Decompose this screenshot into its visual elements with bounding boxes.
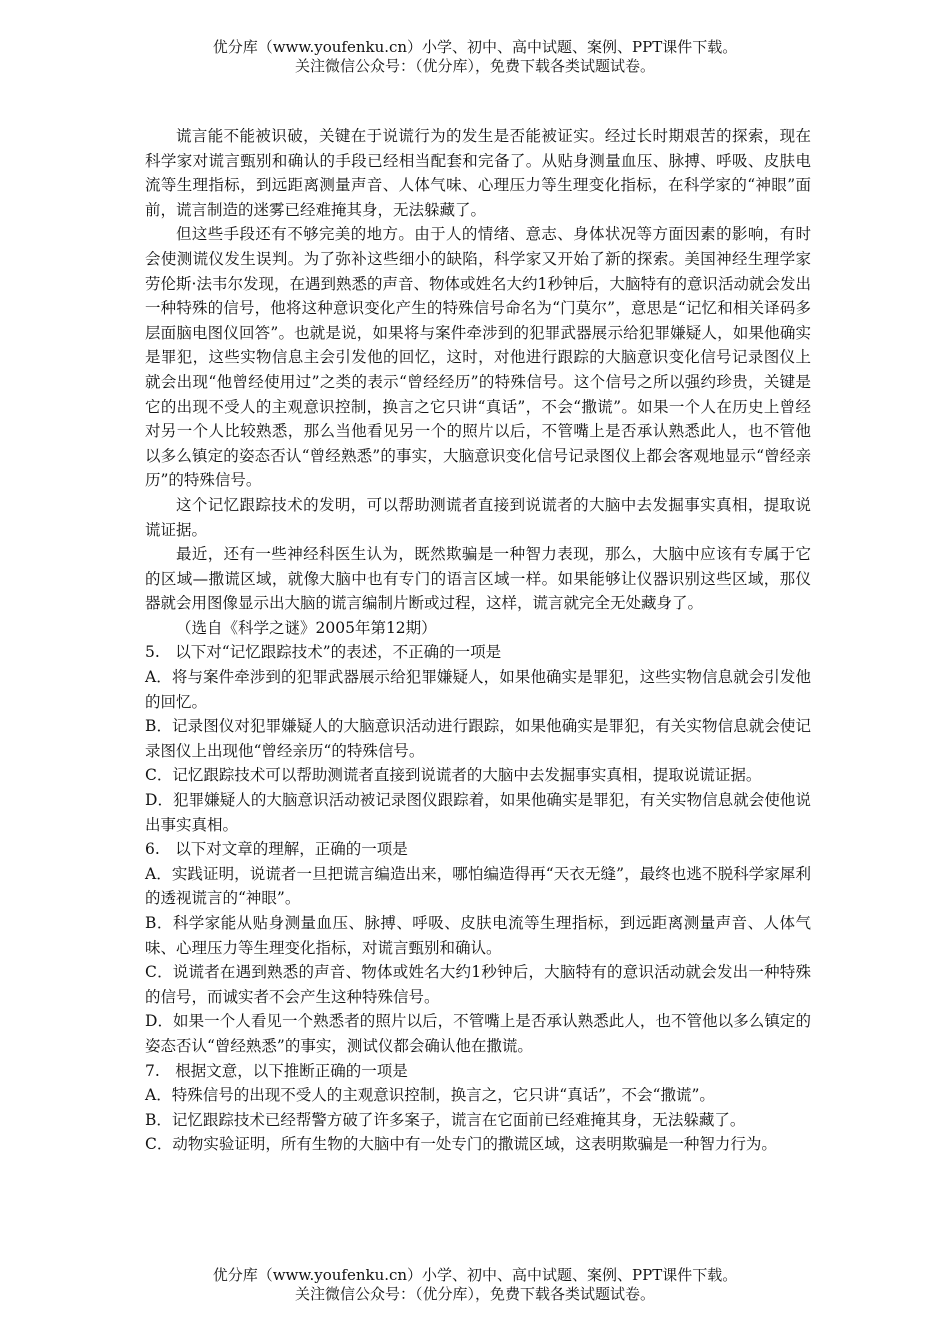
question-5-option-d: D．犯罪嫌疑人的大脑意识活动被记录图仪跟踪着，如果他确实是罪犯，有关实物信息就会使他说出事实真相。 <box>145 791 811 834</box>
header-line-2: 关注微信公众号：（优分库），免费下载各类试题试卷。 <box>294 57 655 75</box>
passage-paragraph-4: 最近，还有一些神经科医生认为，既然欺骗是一种智力表现，那么，大脑中应该有专属于它的区域—撒谎区域，就像大脑中也有专门的语言区域一样。如果能够让仪器识别这些区域，那仪器就会用图像显示出大脑的谎言编制片断或过程，这样，谎言就完全无处藏身了。 <box>145 545 811 613</box>
question-6-stem: 6. 以下对文章的理解，正确的一项是 <box>145 840 408 859</box>
passage-paragraph-2: 但这些手段还有不够完美的地方。由于人的情绪、意志、身体状况等方面因素的影响，有时会使测谎仪发生误判。为了弥补这些细小的缺陷，科学家又开始了新的探索。美国神经生理学家劳伦斯·法韦尔发现，在遇到熟悉的声音、物体或姓名大约1秒钟后，大脑特有的意识活动就会发出一种特殊的信号，他将这种意识变化产生的特殊信号命名为“门莫尔”，意思是“记忆和相关译码多层面脑电图仪回答”。也就是说，如果将与案件牵涉到的犯罪武器展示给犯罪嫌疑人，如果他确实是罪犯，这些实物信息主会引发他的回忆，这时，对他进行跟踪的大脑意识变化信号记录图仪上就会出现“他曾经使用过”之类的表示“曾经经历”的特殊信号。这个信号之所以强约珍贵，关键是它的出现不受人的主观意识控制，换言之它只讲“真话”，不会“撒谎”。如果一个人在历史上曾经对另一个人比较熟悉，那么当他看见另一个的照片以后，不管嘴上是否承认熟悉此人，也不管他以多么镇定的姿态否认“曾经熟悉”的事实，大脑意识变化信号记录图仪上都会客观地显示“曾经亲历”的特殊信号。 <box>145 225 811 490</box>
question-7-option-a: A．特殊信号的出现不受人的主观意识控制，换言之，它只讲“真话”，不会“撒谎”。 <box>145 1086 715 1105</box>
question-5-stem: 5. 以下对“记忆跟踪技术”的表述，不正确的一项是 <box>145 643 502 662</box>
passage-paragraph-1: 谎言能不能被识破，关键在于说谎行为的发生是否能被证实。经过长时期艰苦的探索，现在科学家对谎言甄别和确认的手段已经相当配套和完备了。从贴身测量血压、脉搏、呼吸、皮肤电流等生理指标，到远距离测量声音、人体气味、心理压力等生理变化指标，在科学家的“神眼”面前，谎言制造的迷雾已经难掩其身，无法躲藏了。 <box>145 127 811 219</box>
question-6-option-b: B．科学家能从贴身测量血压、脉搏、呼吸、皮肤电流等生理指标，到远距离测量声音、人体气味、心理压力等生理变化指标，对谎言甄别和确认。 <box>145 914 811 957</box>
passage-paragraph-3: 这个记忆跟踪技术的发明，可以帮助测谎者直接到说谎者的大脑中去发掘事实真相，提取说谎证据。 <box>145 495 811 539</box>
question-6-option-d: D．如果一个人看见一个熟悉者的照片以后，不管嘴上是否承认熟悉此人，也不管他以多么镇定的姿态否认“曾经熟悉”的事实，测试仪都会确认他在撒谎。 <box>145 1012 811 1055</box>
question-5-option-c: C．记忆跟踪技术可以帮助测谎者直接到说谎者的大脑中去发掘事实真相，提取说谎证据。 <box>145 766 762 785</box>
question-7-option-b: B．记忆跟踪技术已经帮警方破了许多案子，谎言在它面前已经难掩其身，无法躲藏了。 <box>145 1110 746 1129</box>
question-7-option-c: C．动物实验证明，所有生物的大脑中有一处专门的撒谎区域，这表明欺骗是一种智力行为。 <box>145 1135 777 1154</box>
question-6-option-a: A．实践证明，说谎者一旦把谎言编造出来，哪怕编造得再“天衣无缝”，最终也逃不脱科学家犀利的透视谎言的“神眼”。 <box>145 864 811 908</box>
page-footer <box>0 1266 950 1304</box>
page-header <box>0 38 950 76</box>
footer-line-2: 关注微信公众号：（优分库），免费下载各类试题试卷。 <box>294 1285 655 1303</box>
header-line-1: 优分库（www.youfenku.cn）小学、初中、高中试题、案例、PPT课件下载。 <box>212 38 738 56</box>
passage-source: （选自《科学之谜》2005年第12期） <box>176 618 437 637</box>
question-5-option-b: B．记录图仪对犯罪嫌疑人的大脑意识活动进行跟踪，如果他确实是罪犯，有关实物信息就会使记录图仪上出现他“曾经亲历“的特殊信号。 <box>145 717 811 760</box>
document-body <box>145 124 811 1157</box>
question-6-option-c: C．说谎者在遇到熟悉的声音、物体或姓名大约1秒钟后，大脑特有的意识活动就会发出一种特殊的信号，而诚实者不会产生这种特殊信号。 <box>145 963 811 1006</box>
footer-line-1: 优分库（www.youfenku.cn）小学、初中、高中试题、案例、PPT课件下载。 <box>212 1266 738 1284</box>
question-5-option-a: A．将与案件牵涉到的犯罪武器展示给犯罪嫌疑人，如果他确实是罪犯，这些实物信息就会引发他的回忆。 <box>145 668 811 711</box>
question-7-stem: 7. 根据文意，以下推断正确的一项是 <box>145 1061 408 1080</box>
